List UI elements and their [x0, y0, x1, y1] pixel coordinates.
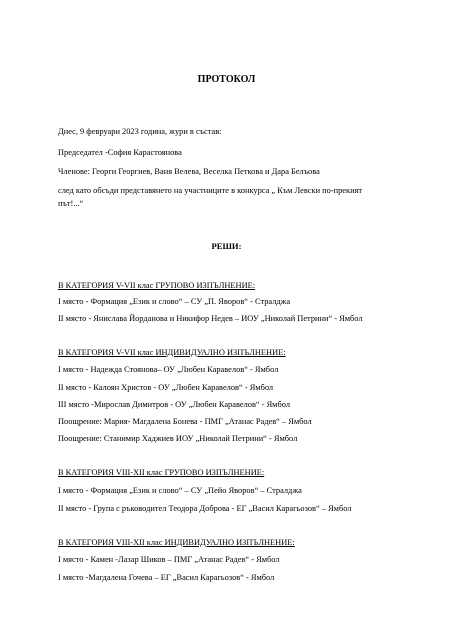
- decision-heading: РЕШИ:: [211, 241, 242, 251]
- award-entry: I място - Формация „Език и слово“ – СУ „П. Яворов“ - Стралджа: [58, 297, 291, 306]
- award-entry: Поощрение: Станимир Хаджиев ИОУ „Николай Петрини“ - Ямбол: [58, 434, 298, 443]
- chair-line: Председател -София Карастоянова: [58, 148, 182, 157]
- award-entry: III място -Мирослав Димитров - ОУ „Любен Каравелов“ - Ямбол: [58, 400, 291, 409]
- award-entry: II място - Група с ръководител Теодора Доброва - ЕГ „Васил Карагьозов“ – Ямбол: [58, 504, 352, 513]
- document-title: ПРОТОКОЛ: [197, 74, 256, 85]
- section-heading: В КАТЕГОРИЯ V-VII клас ИНДИВИДУАЛНО ИЗПЪЛНЕНИЕ:: [58, 348, 286, 357]
- award-entry: I място - Формация „Език и слово“ – СУ „Пейо Яворов“ – Стралджа: [58, 486, 302, 495]
- after-line-1: след като обсъди представянето на участниците в конкурса „ Към Левски по-прекият: [58, 186, 363, 195]
- award-entry: Поощрение: Мария- Магдалена Бонева - ПМГ „Атанас Радев“ – Ямбол: [58, 417, 312, 426]
- section-heading: В КАТЕГОРИЯ VIII-XII клас ГРУПОВО ИЗПЪЛНЕНИЕ:: [58, 468, 265, 477]
- members-line: Членове: Георги Георгиев, Ваня Велева, Веселка Петкова и Дара Белъова: [58, 167, 320, 176]
- intro-line: Днес, 9 февруари 2023 година, жури в състав:: [58, 127, 222, 136]
- award-entry: II място - Янислава Йорданова и Никифор Недев – ИОУ „Николай Петрини“ - Ямбол: [58, 314, 363, 323]
- section-heading: В КАТЕГОРИЯ VIII-XII клас ИНДИВИДУАЛНО ИЗПЪЛНЕНИЕ:: [58, 538, 295, 547]
- award-entry: I място - Надежда Стоянова– ОУ „Любен Каравелов“ - Ямбол: [58, 365, 279, 374]
- section-heading: В КАТЕГОРИЯ V-VII клас ГРУПОВО ИЗПЪЛНЕНИЕ:: [58, 281, 256, 290]
- award-entry: II място - Калоян Христов - ОУ „Любен Каравелов“ - Ямбол: [58, 383, 274, 392]
- award-entry: I място -Магдалена Гочева – ЕГ „Васил Карагьозов“ - Ямбол: [58, 573, 275, 582]
- after-line-2: път!...“: [58, 199, 84, 208]
- award-entry: I място - Камен -Лазар Шиков – ПМГ „Атанас Радев“ - Ямбол: [58, 555, 280, 564]
